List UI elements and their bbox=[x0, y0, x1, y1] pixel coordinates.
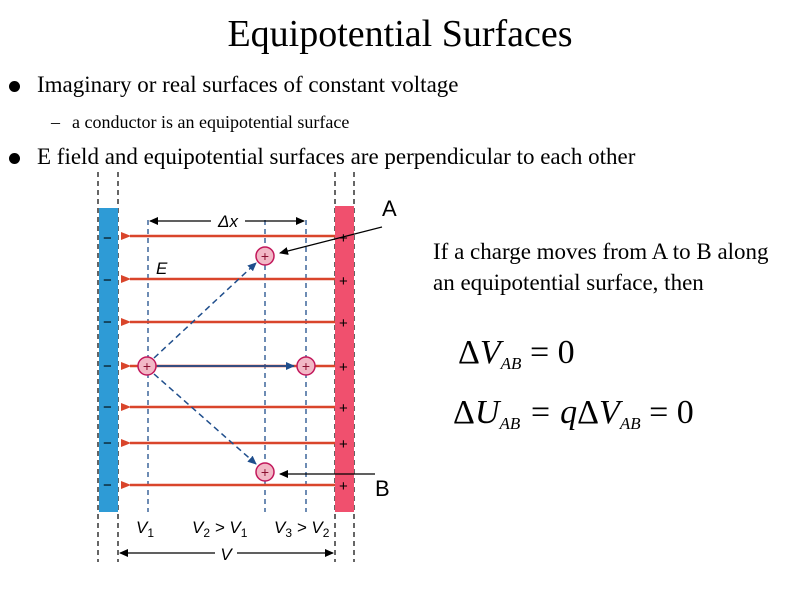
delta-x-label: Δx bbox=[218, 212, 238, 231]
eq1-delta: Δ bbox=[458, 334, 480, 371]
v3-letter: V bbox=[274, 518, 286, 537]
minus-sign: − bbox=[103, 477, 112, 494]
minus-sign: − bbox=[103, 230, 112, 247]
eq2-delta2: Δ bbox=[577, 394, 600, 431]
bullet-1: Imaginary or real surfaces of constant voltage bbox=[37, 72, 459, 97]
eq2-delta: Δ bbox=[453, 394, 475, 431]
charge-start bbox=[138, 357, 156, 375]
plus-sign: + bbox=[339, 315, 348, 332]
slide-title: Equipotential Surfaces bbox=[227, 13, 573, 55]
eq2-sub2: AB bbox=[619, 414, 641, 433]
bullet-2: E field and equipotential surfaces are perpendicular to each other bbox=[37, 144, 636, 169]
charge-right bbox=[297, 357, 315, 375]
v3-sub: 3 bbox=[285, 526, 293, 540]
minus-sign: − bbox=[103, 358, 112, 375]
charge-start-sign: + bbox=[142, 358, 152, 374]
plus-sign: + bbox=[339, 400, 348, 417]
charge-b-sign: + bbox=[260, 464, 270, 480]
eq2-rhs: = 0 bbox=[640, 394, 694, 431]
charge-a bbox=[256, 247, 274, 265]
eq1-rhs: = 0 bbox=[521, 334, 575, 371]
plus-sign: + bbox=[339, 359, 348, 376]
plus-sign: + bbox=[339, 273, 348, 290]
eq2-mid: = q bbox=[520, 394, 578, 431]
label-v1 bbox=[136, 518, 154, 540]
v1-sub: 1 bbox=[147, 526, 155, 540]
label-a: A bbox=[382, 196, 397, 221]
plus-sign: + bbox=[339, 436, 348, 453]
v3-gt: > V bbox=[292, 518, 323, 537]
v1-letter: V bbox=[136, 518, 148, 537]
eq2-var: U bbox=[474, 394, 500, 431]
sub-bullet-dash: – bbox=[51, 112, 60, 132]
charge-b bbox=[256, 463, 274, 481]
label-v2-gt-v1 bbox=[192, 518, 248, 540]
plus-sign: + bbox=[339, 230, 348, 247]
plus-sign: + bbox=[339, 478, 348, 495]
pointer-a bbox=[280, 227, 382, 253]
v2-gt: > V bbox=[210, 518, 241, 537]
path-to-a bbox=[154, 263, 256, 358]
v2-rhs-sub: 1 bbox=[240, 526, 248, 540]
path-to-b bbox=[154, 374, 256, 464]
minus-sign: − bbox=[103, 272, 112, 289]
eq2-sub: AB bbox=[499, 414, 521, 433]
eq1-sub: AB bbox=[500, 354, 522, 373]
minus-sign: − bbox=[103, 435, 112, 452]
note-text: If a charge moves from A to B along an equipotential surface, then bbox=[433, 239, 769, 295]
minus-sign: − bbox=[103, 399, 112, 416]
charge-right-sign: + bbox=[301, 358, 311, 374]
label-v3-gt-v2 bbox=[274, 518, 330, 540]
eq1-var: V bbox=[479, 334, 501, 371]
sub-bullet-1: a conductor is an equipotential surface bbox=[72, 112, 350, 132]
v2-sub: 2 bbox=[203, 526, 211, 540]
eq2-var2: V bbox=[599, 394, 620, 431]
label-b: B bbox=[375, 476, 390, 501]
minus-sign: − bbox=[103, 314, 112, 331]
v3-rhs-sub: 2 bbox=[322, 526, 330, 540]
v-dimension-label: V bbox=[220, 545, 232, 564]
charge-a-sign: + bbox=[260, 248, 270, 264]
v2-letter: V bbox=[192, 518, 204, 537]
field-label-e: E bbox=[156, 259, 168, 278]
